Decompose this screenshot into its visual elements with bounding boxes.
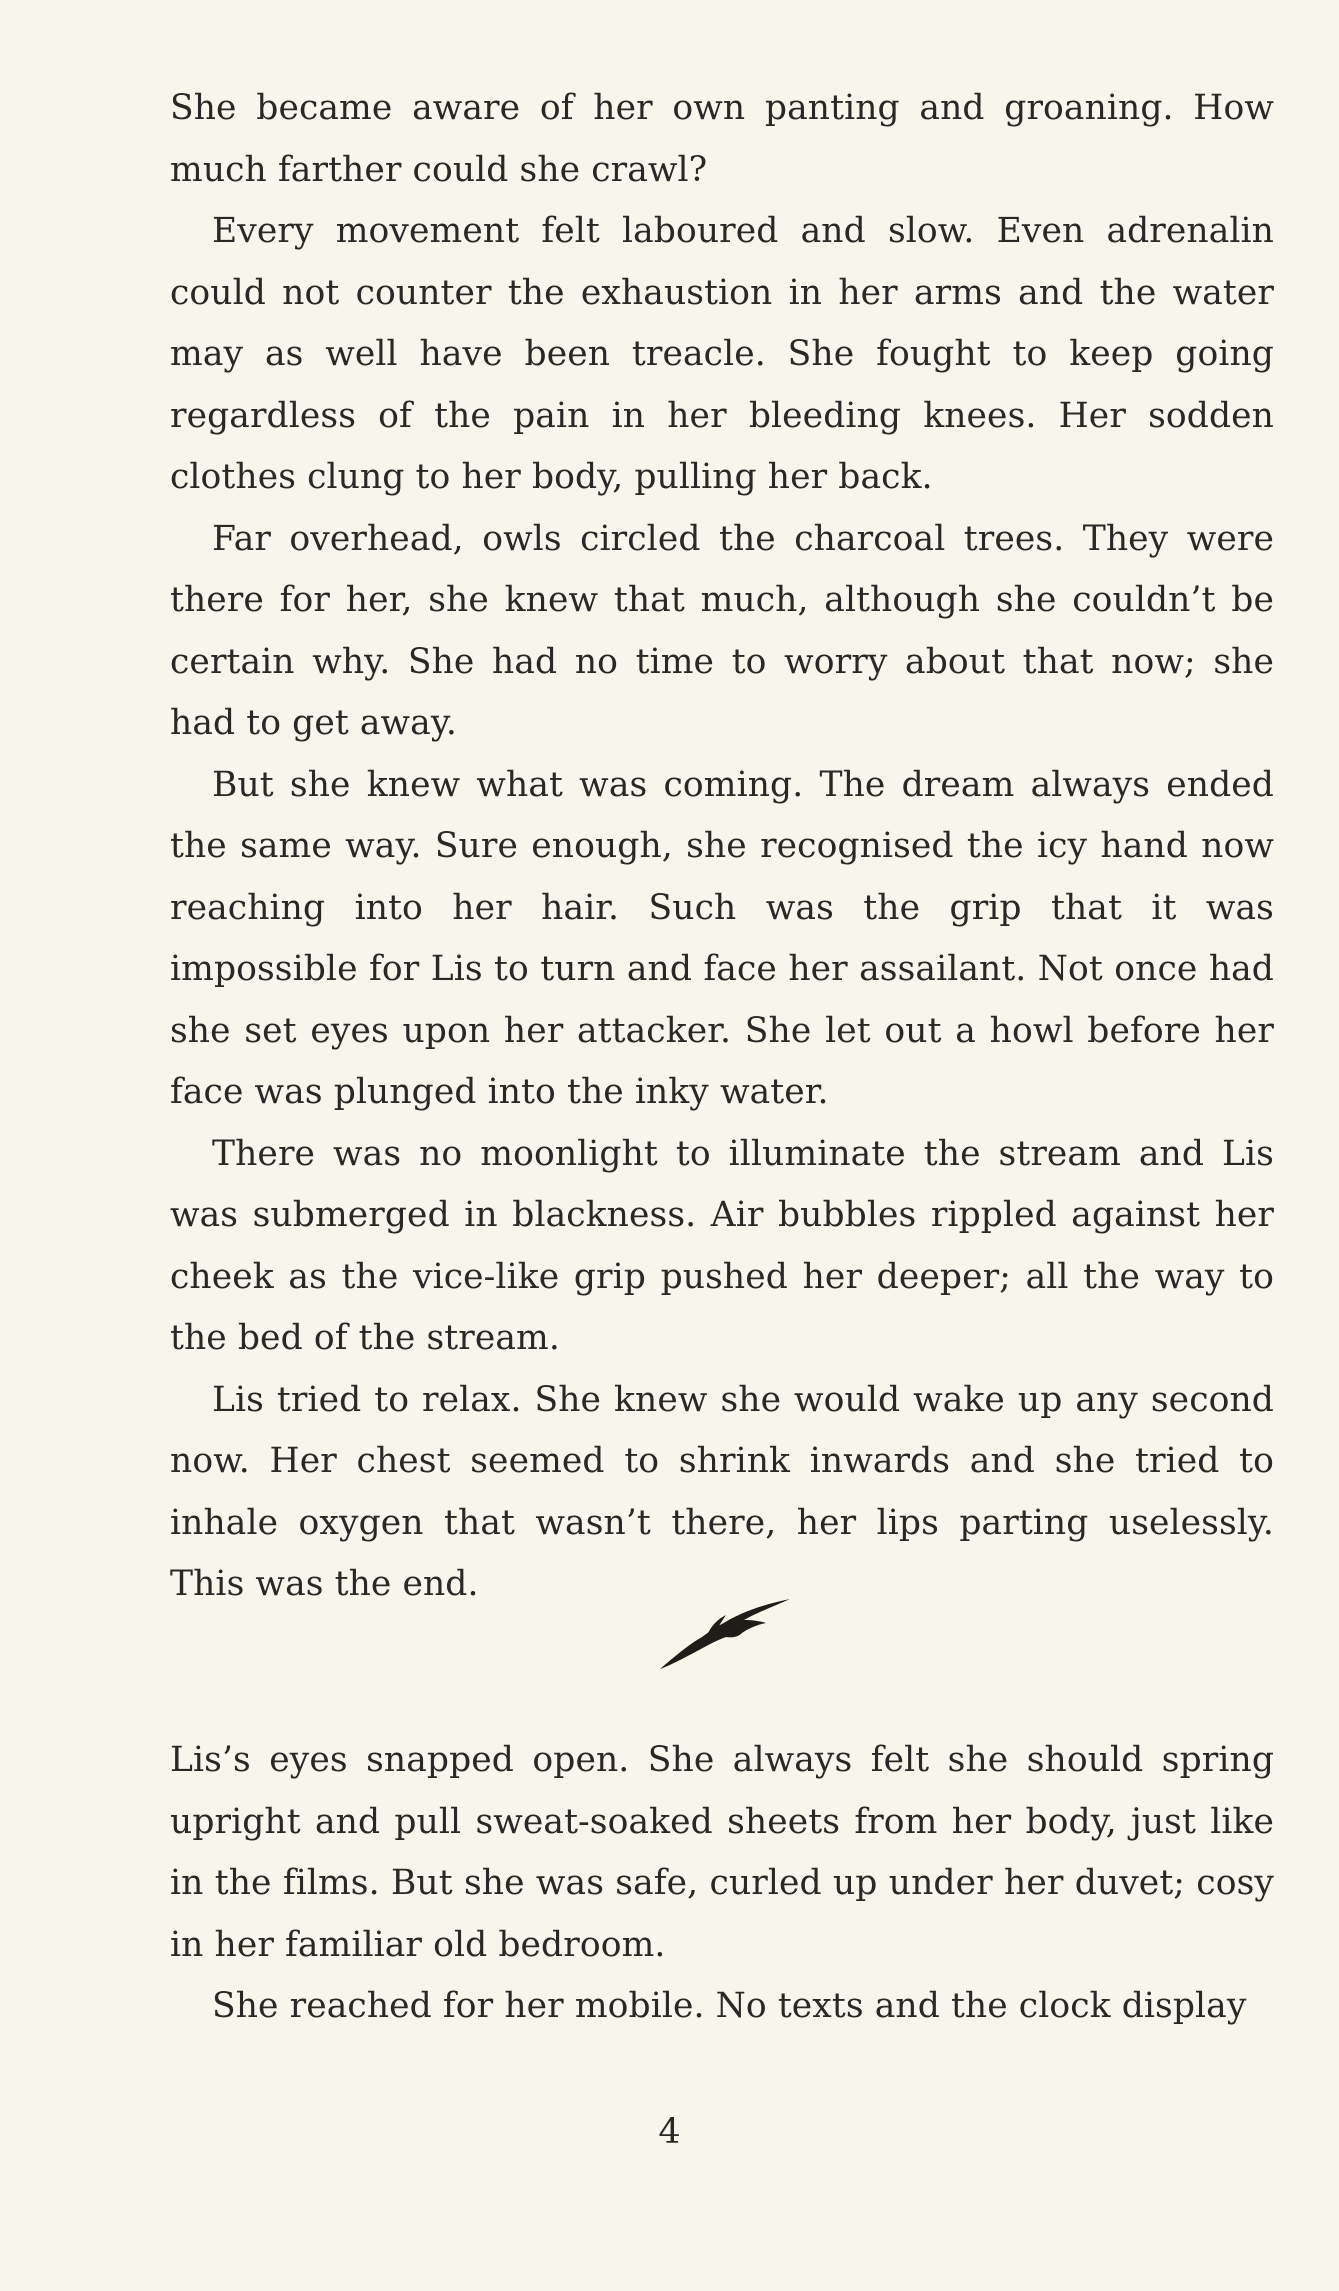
- paragraph-reached-mobile: She reached for her mobile. No texts and the clock display: [212, 1986, 1247, 2026]
- paragraph-every-movement: Every movement felt laboured and slow. Even adrenalin could not counter the exhaustion in her arms and the water may as well have been treacle. She fought to keep going regardless of the pain in her bleeding knees. Her sodden clothes clung to her body, pulling her back.: [170, 211, 1274, 497]
- text-section-one: [170, 78, 1274, 1616]
- paragraph-eyes-snapped: Lis’s eyes snapped open. She always felt she should spring upright and pull sweat-soaked sheets from her body, just like in the films. But she was safe, curled up under her duvet; cosy in her familiar old bedroom.: [170, 1740, 1274, 1965]
- paragraph-tried-to-relax: Lis tried to relax. She knew she would wake up any second now. Her chest seemed to shrink inwards and she tried to inhale oxygen that wasn’t there, her lips parting uselessly. This was the end.: [170, 1379, 1274, 1604]
- paragraph-dream-ended: But she knew what was coming. The dream always ended the same way. Sure enough, she recognised the icy hand now reaching into her hair. Such was the grip that it was impossible for Lis to turn and face her assailant. Not once had she set eyes upon her attacker. She let out a howl before her face was plunged into the inky water.: [170, 764, 1274, 1112]
- text-section-two: [170, 1730, 1274, 2038]
- paragraph-no-moonlight: There was no moonlight to illuminate the stream and Lis was submerged in blackness. Air bubbles rippled against her cheek as the vice-like grip pushed her deeper; all the way to the bed of the stream.: [170, 1133, 1274, 1358]
- paragraph-owls-circled: Far overhead, owls circled the charcoal trees. They were there for her, she knew that much, although she couldn’t be certain why. She had no time to worry about that now; she had to get away.: [170, 518, 1274, 743]
- page-number: 4: [658, 2112, 681, 2152]
- owl-in-flight-icon: [656, 1597, 794, 1679]
- paragraph-panting: She became aware of her own panting and groaning. How much farther could she crawl?: [170, 88, 1274, 190]
